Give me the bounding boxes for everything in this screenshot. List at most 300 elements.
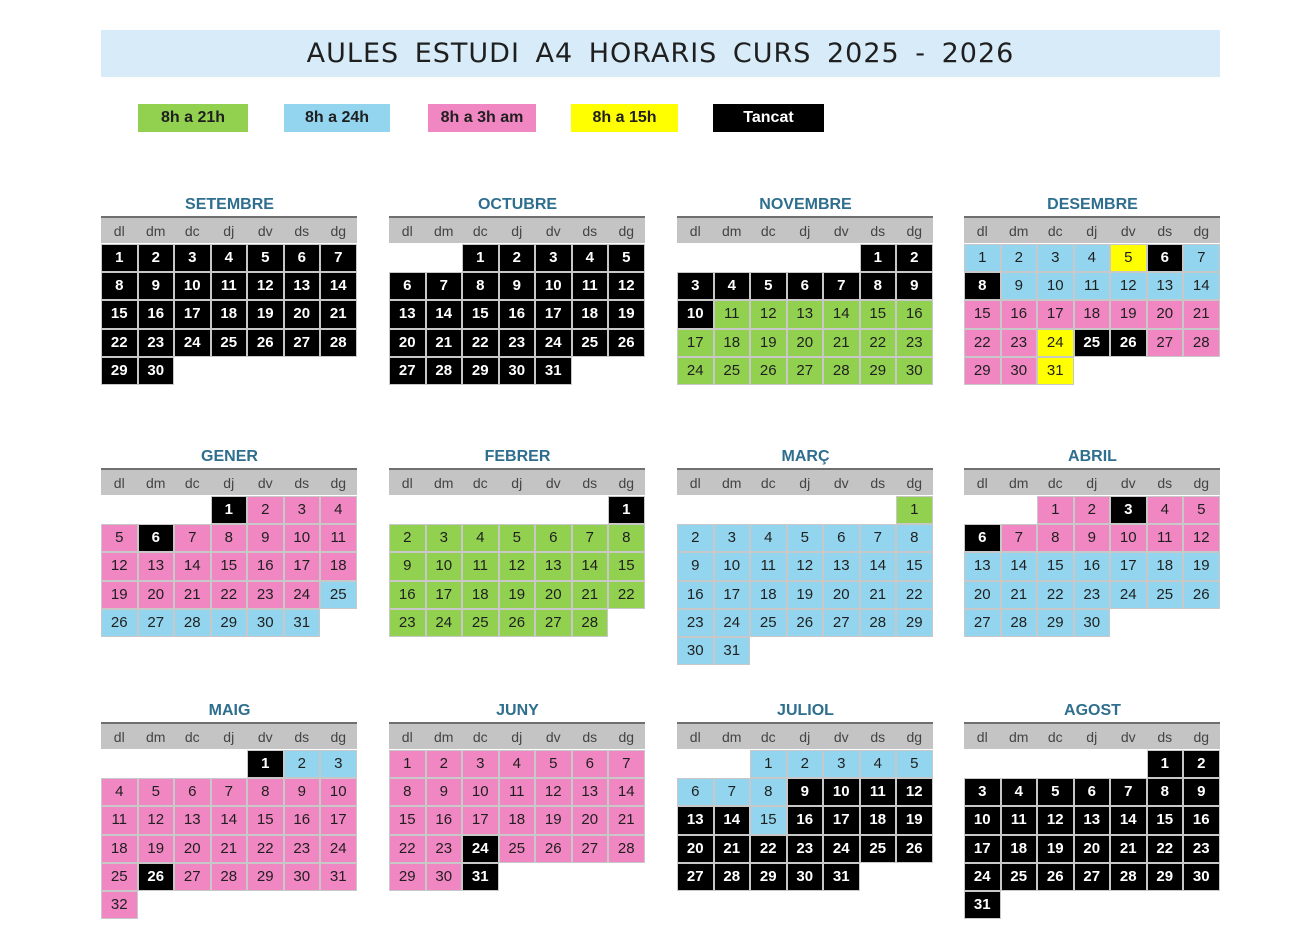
calendar-day: 1 <box>750 750 787 778</box>
calendar-day: 5 <box>535 750 572 778</box>
calendar-day: 19 <box>1110 300 1147 328</box>
calendar-day: 13 <box>677 806 714 834</box>
calendar-day: 9 <box>1001 272 1038 300</box>
legend-item: Tancat <box>713 104 824 132</box>
calendar-day: 10 <box>535 272 572 300</box>
calendar-day: 7 <box>714 778 751 806</box>
weekday-header: dv <box>535 468 572 495</box>
calendar-day: 26 <box>101 609 138 637</box>
calendar-day: 25 <box>320 581 357 609</box>
weekday-header: dl <box>964 468 1001 495</box>
calendar-day: 27 <box>823 609 860 637</box>
calendar-day: 8 <box>860 272 897 300</box>
calendar-day: 7 <box>1001 524 1038 552</box>
calendar-day: 21 <box>1183 300 1220 328</box>
calendar-day: 21 <box>860 581 897 609</box>
calendar-day: 10 <box>677 300 714 328</box>
calendar-day: 16 <box>247 552 284 580</box>
calendar-day: 26 <box>535 835 572 863</box>
weekday-header: ds <box>572 216 609 243</box>
weekday-header: dv <box>1110 468 1147 495</box>
calendar-day: 22 <box>1147 835 1184 863</box>
calendar-day: 5 <box>896 750 933 778</box>
calendar-day: 5 <box>1037 778 1074 806</box>
calendar-day: 28 <box>426 357 463 385</box>
weekday-header: dg <box>608 216 645 243</box>
calendar-day: 27 <box>1147 329 1184 357</box>
calendar-day: 29 <box>211 609 248 637</box>
calendar-day: 11 <box>211 272 248 300</box>
calendar-day: 28 <box>1183 329 1220 357</box>
weekday-header: dl <box>101 216 138 243</box>
calendar-day: 25 <box>101 863 138 891</box>
calendar-day: 5 <box>1183 496 1220 524</box>
calendar-day: 20 <box>787 329 824 357</box>
weekday-header: dv <box>1110 722 1147 749</box>
calendar-day: 19 <box>535 806 572 834</box>
calendar-day: 16 <box>677 581 714 609</box>
calendar-day: 25 <box>211 329 248 357</box>
calendar-day: 10 <box>462 778 499 806</box>
calendar-day: 12 <box>1110 272 1147 300</box>
calendar-day: 18 <box>211 300 248 328</box>
calendar-day: 22 <box>608 581 645 609</box>
calendar-day: 18 <box>101 835 138 863</box>
calendar-day: 20 <box>1074 835 1111 863</box>
weekday-header: dc <box>174 722 211 749</box>
weekday-header: dm <box>714 468 751 495</box>
calendar-day: 12 <box>138 806 175 834</box>
month-name: GENER <box>201 448 258 465</box>
calendar-day: 28 <box>608 835 645 863</box>
calendar-day: 19 <box>138 835 175 863</box>
weekday-header: dj <box>211 722 248 749</box>
calendar-day: 28 <box>572 609 609 637</box>
calendar-day: 20 <box>823 581 860 609</box>
calendar-day: 27 <box>1074 863 1111 891</box>
calendar-day: 22 <box>247 835 284 863</box>
calendar-day: 24 <box>535 329 572 357</box>
calendar-day: 30 <box>787 863 824 891</box>
weekday-header: dm <box>1001 216 1038 243</box>
calendar-day: 4 <box>1001 778 1038 806</box>
calendar-day: 24 <box>964 863 1001 891</box>
calendar-day: 1 <box>608 496 645 524</box>
calendar-day: 22 <box>1037 581 1074 609</box>
calendar-day: 9 <box>1183 778 1220 806</box>
weekday-header: dc <box>462 468 499 495</box>
calendar-day: 25 <box>1001 863 1038 891</box>
calendar-day: 28 <box>860 609 897 637</box>
calendar-day: 23 <box>1074 581 1111 609</box>
calendar-day: 4 <box>101 778 138 806</box>
calendar-day: 29 <box>750 863 787 891</box>
calendar-day: 19 <box>750 329 787 357</box>
calendar-day: 24 <box>1110 581 1147 609</box>
calendar-day: 15 <box>389 806 426 834</box>
calendar-day: 20 <box>389 329 426 357</box>
weekday-header: ds <box>284 468 321 495</box>
weekday-header: dv <box>823 216 860 243</box>
calendar-day: 21 <box>211 835 248 863</box>
calendar-day: 30 <box>499 357 536 385</box>
calendar-day: 19 <box>1183 552 1220 580</box>
calendar-day: 26 <box>787 609 824 637</box>
calendar-day: 25 <box>1147 581 1184 609</box>
calendar-day: 10 <box>426 552 463 580</box>
calendar-day: 18 <box>1074 300 1111 328</box>
calendar-day: 14 <box>572 552 609 580</box>
calendar-day: 12 <box>1037 806 1074 834</box>
calendar-day: 9 <box>426 778 463 806</box>
calendar-day: 4 <box>1074 244 1111 272</box>
calendar-day: 3 <box>1037 244 1074 272</box>
weekday-header: dc <box>1037 722 1074 749</box>
calendar-day: 16 <box>1183 806 1220 834</box>
calendar-day: 9 <box>896 272 933 300</box>
calendar-day: 14 <box>174 552 211 580</box>
calendar-day: 25 <box>860 835 897 863</box>
calendar-day: 7 <box>426 272 463 300</box>
calendar-day: 30 <box>1074 609 1111 637</box>
weekday-header: ds <box>860 722 897 749</box>
calendar-day: 14 <box>860 552 897 580</box>
calendar-day: 3 <box>823 750 860 778</box>
calendar-day: 22 <box>389 835 426 863</box>
calendar-day: 25 <box>499 835 536 863</box>
calendar-day: 19 <box>101 581 138 609</box>
calendar-day: 29 <box>1037 609 1074 637</box>
calendar-day: 24 <box>823 835 860 863</box>
calendar-day: 4 <box>750 524 787 552</box>
calendar-day: 17 <box>964 835 1001 863</box>
weekday-header: dv <box>247 216 284 243</box>
calendar-day: 11 <box>860 778 897 806</box>
calendar-day: 6 <box>1074 778 1111 806</box>
weekday-header: ds <box>284 216 321 243</box>
title-banner <box>101 30 1220 77</box>
calendar-day: 11 <box>462 552 499 580</box>
calendar-day: 16 <box>1074 552 1111 580</box>
calendar-day: 15 <box>247 806 284 834</box>
calendar-day: 1 <box>964 244 1001 272</box>
calendar-day: 1 <box>389 750 426 778</box>
weekday-header: dg <box>1183 722 1220 749</box>
weekday-header: dc <box>1037 216 1074 243</box>
calendar-day: 31 <box>284 609 321 637</box>
calendar-day: 18 <box>572 300 609 328</box>
calendar-day: 27 <box>535 609 572 637</box>
month-name: JULIOL <box>777 702 834 719</box>
calendar-day: 29 <box>101 357 138 385</box>
calendar-day: 27 <box>389 357 426 385</box>
weekday-header: dj <box>1074 468 1111 495</box>
calendar-day: 17 <box>462 806 499 834</box>
calendar-day: 30 <box>284 863 321 891</box>
calendar-day: 15 <box>750 806 787 834</box>
weekday-header: dm <box>1001 468 1038 495</box>
calendar-day: 24 <box>714 609 751 637</box>
calendar-day: 21 <box>1110 835 1147 863</box>
calendar-day: 12 <box>247 272 284 300</box>
legend-item: 8h a 15h <box>571 104 678 132</box>
calendar-day: 26 <box>138 863 175 891</box>
calendar-day: 3 <box>714 524 751 552</box>
calendar-day: 15 <box>1037 552 1074 580</box>
weekday-header: ds <box>1147 722 1184 749</box>
weekday-header: dj <box>499 468 536 495</box>
calendar-day: 21 <box>320 300 357 328</box>
weekday-header: dm <box>426 216 463 243</box>
calendar-day: 16 <box>284 806 321 834</box>
calendar-day: 31 <box>964 891 1001 919</box>
calendar-day: 11 <box>101 806 138 834</box>
calendar-day: 1 <box>860 244 897 272</box>
calendar-day: 17 <box>1037 300 1074 328</box>
weekday-header: dl <box>389 216 426 243</box>
calendar-day: 16 <box>138 300 175 328</box>
calendar-day: 24 <box>284 581 321 609</box>
calendar-day: 22 <box>750 835 787 863</box>
calendar-day: 8 <box>247 778 284 806</box>
calendar-day: 13 <box>389 300 426 328</box>
calendar-day: 22 <box>896 581 933 609</box>
weekday-header: dc <box>174 468 211 495</box>
calendar-day: 25 <box>750 609 787 637</box>
calendar-day: 1 <box>101 244 138 272</box>
calendar-day: 18 <box>1001 835 1038 863</box>
calendar-day: 18 <box>714 329 751 357</box>
calendar-day: 30 <box>677 637 714 665</box>
calendar-day: 6 <box>823 524 860 552</box>
calendar-day: 23 <box>1001 329 1038 357</box>
month-name: MAIG <box>208 702 251 719</box>
weekday-header: dv <box>247 722 284 749</box>
calendar-day: 28 <box>211 863 248 891</box>
calendar-day: 13 <box>1074 806 1111 834</box>
calendar-day: 20 <box>174 835 211 863</box>
calendar-day: 14 <box>426 300 463 328</box>
calendar-day: 2 <box>389 524 426 552</box>
calendar-day: 23 <box>426 835 463 863</box>
calendar-day: 5 <box>247 244 284 272</box>
calendar-day: 26 <box>247 329 284 357</box>
calendar-day: 13 <box>823 552 860 580</box>
weekday-header: dg <box>320 216 357 243</box>
calendar-day: 10 <box>320 778 357 806</box>
weekday-header: dl <box>964 216 1001 243</box>
calendar-day: 5 <box>608 244 645 272</box>
weekday-header: ds <box>572 722 609 749</box>
calendar-day: 26 <box>499 609 536 637</box>
calendar-day: 21 <box>714 835 751 863</box>
calendar-day: 29 <box>247 863 284 891</box>
calendar-day: 1 <box>896 496 933 524</box>
calendar-day: 23 <box>677 609 714 637</box>
calendar-day: 18 <box>462 581 499 609</box>
calendar-day: 21 <box>1001 581 1038 609</box>
weekday-header: dj <box>787 722 824 749</box>
calendar-day: 12 <box>608 272 645 300</box>
calendar-day: 28 <box>320 329 357 357</box>
weekday-header: dl <box>101 722 138 749</box>
calendar-day: 1 <box>462 244 499 272</box>
calendar-day: 7 <box>860 524 897 552</box>
weekday-header: dm <box>138 468 175 495</box>
calendar-day: 29 <box>860 357 897 385</box>
calendar-day: 26 <box>1037 863 1074 891</box>
calendar-day: 13 <box>1147 272 1184 300</box>
calendar-day: 3 <box>462 750 499 778</box>
calendar-day: 6 <box>284 244 321 272</box>
calendar-day: 23 <box>787 835 824 863</box>
calendar-day: 6 <box>535 524 572 552</box>
calendar-day: 11 <box>1147 524 1184 552</box>
weekday-header: dc <box>750 468 787 495</box>
calendar-day: 8 <box>462 272 499 300</box>
calendar-day: 24 <box>462 835 499 863</box>
month-name: NOVEMBRE <box>759 196 852 213</box>
calendar-day: 17 <box>284 552 321 580</box>
page-title: AULES ESTUDI A4 HORARIS CURS 2025 - 2026 <box>306 38 1015 69</box>
calendar-day: 30 <box>138 357 175 385</box>
calendar-day: 9 <box>284 778 321 806</box>
calendar-day: 10 <box>714 552 751 580</box>
calendar-day: 3 <box>284 496 321 524</box>
weekday-header: dj <box>499 216 536 243</box>
calendar-day: 28 <box>1001 609 1038 637</box>
weekday-header: dg <box>896 722 933 749</box>
calendar-day: 27 <box>964 609 1001 637</box>
calendar-day: 15 <box>608 552 645 580</box>
weekday-header: ds <box>1147 468 1184 495</box>
weekday-header: dv <box>535 722 572 749</box>
calendar-day: 13 <box>284 272 321 300</box>
calendar-day: 17 <box>320 806 357 834</box>
calendar-day: 2 <box>1001 244 1038 272</box>
weekday-header: dv <box>247 468 284 495</box>
calendar-day: 9 <box>1074 524 1111 552</box>
calendar-day: 8 <box>101 272 138 300</box>
calendar-day: 30 <box>1001 357 1038 385</box>
calendar-day: 18 <box>1147 552 1184 580</box>
month-name: SETEMBRE <box>185 196 274 213</box>
calendar-day: 3 <box>677 272 714 300</box>
calendar-day: 13 <box>572 778 609 806</box>
calendar-day: 10 <box>1037 272 1074 300</box>
calendar-day: 21 <box>426 329 463 357</box>
weekday-header: dl <box>389 722 426 749</box>
calendar-day: 2 <box>426 750 463 778</box>
weekday-header: dl <box>677 468 714 495</box>
calendar-day: 12 <box>896 778 933 806</box>
calendar-day: 16 <box>787 806 824 834</box>
calendar-day: 20 <box>572 806 609 834</box>
calendar-day: 29 <box>896 609 933 637</box>
weekday-header: dm <box>1001 722 1038 749</box>
calendar-day: 12 <box>535 778 572 806</box>
calendar-day: 7 <box>174 524 211 552</box>
weekday-header: dv <box>1110 216 1147 243</box>
weekday-header: dm <box>426 468 463 495</box>
calendar-day: 7 <box>211 778 248 806</box>
calendar-day: 1 <box>211 496 248 524</box>
weekday-header: dg <box>896 216 933 243</box>
calendar-day: 23 <box>896 329 933 357</box>
calendar-day: 17 <box>1110 552 1147 580</box>
calendar-day: 19 <box>247 300 284 328</box>
calendar-day: 8 <box>750 778 787 806</box>
calendar-day: 23 <box>1183 835 1220 863</box>
calendar-day: 21 <box>572 581 609 609</box>
calendar-day: 24 <box>677 357 714 385</box>
calendar-day: 16 <box>389 581 426 609</box>
calendar-day: 14 <box>320 272 357 300</box>
calendar-day: 25 <box>572 329 609 357</box>
calendar-day: 4 <box>860 750 897 778</box>
calendar-day: 6 <box>174 778 211 806</box>
weekday-header: dg <box>320 722 357 749</box>
calendar-day: 2 <box>677 524 714 552</box>
calendar-day: 8 <box>896 524 933 552</box>
calendar-day: 18 <box>320 552 357 580</box>
calendar-day: 4 <box>1147 496 1184 524</box>
calendar-day: 15 <box>462 300 499 328</box>
calendar-day: 13 <box>535 552 572 580</box>
calendar-day: 2 <box>138 244 175 272</box>
month-name: FEBRER <box>484 448 551 465</box>
weekday-header: dl <box>677 722 714 749</box>
calendar-day: 16 <box>896 300 933 328</box>
calendar-day: 1 <box>1037 496 1074 524</box>
calendar-day: 23 <box>247 581 284 609</box>
calendar-day: 9 <box>677 552 714 580</box>
calendar-day: 4 <box>320 496 357 524</box>
calendar-day: 5 <box>101 524 138 552</box>
calendar-day: 8 <box>211 524 248 552</box>
calendar-day: 29 <box>389 863 426 891</box>
weekday-header: dl <box>964 722 1001 749</box>
calendar-day: 19 <box>787 581 824 609</box>
calendar-day: 22 <box>101 329 138 357</box>
calendar-day: 16 <box>426 806 463 834</box>
calendar-day: 22 <box>860 329 897 357</box>
calendar-day: 26 <box>750 357 787 385</box>
month-name: MARÇ <box>781 448 830 465</box>
weekday-header: ds <box>860 468 897 495</box>
calendar-day: 25 <box>1074 329 1111 357</box>
calendar-day: 1 <box>247 750 284 778</box>
calendar-day: 23 <box>138 329 175 357</box>
calendar-day: 22 <box>211 581 248 609</box>
calendar-day: 24 <box>426 609 463 637</box>
calendar-day: 30 <box>1183 863 1220 891</box>
calendar-day: 31 <box>1037 357 1074 385</box>
calendar-day: 1 <box>1147 750 1184 778</box>
weekday-header: dv <box>823 722 860 749</box>
calendar-day: 10 <box>174 272 211 300</box>
weekday-header: ds <box>284 722 321 749</box>
calendar-day: 2 <box>284 750 321 778</box>
calendar-day: 3 <box>535 244 572 272</box>
calendar-day: 21 <box>174 581 211 609</box>
calendar-day: 26 <box>1110 329 1147 357</box>
calendar-day: 7 <box>320 244 357 272</box>
calendar-day: 9 <box>247 524 284 552</box>
calendar-day: 13 <box>964 552 1001 580</box>
calendar-day: 13 <box>138 552 175 580</box>
weekday-header: dc <box>750 722 787 749</box>
